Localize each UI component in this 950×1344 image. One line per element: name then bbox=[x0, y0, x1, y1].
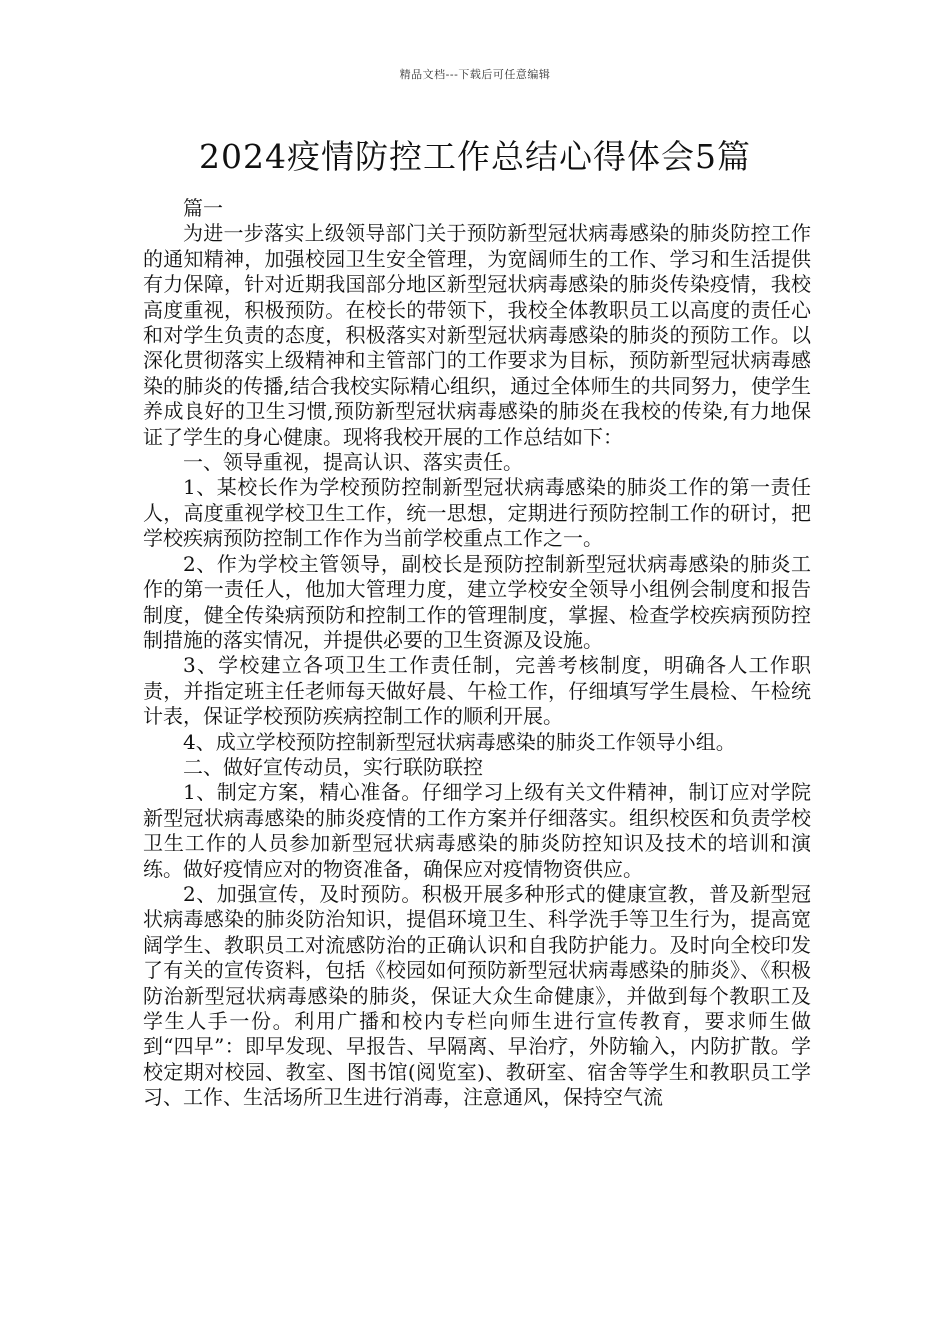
paragraph: 1、制定方案，精心准备。仔细学习上级有关文件精神，制订应对学院新型冠状病毒感染的肺炎疫情的工作方案并仔细落实。组织校医和负责学校卫生工作的人员参加新型冠状病毒感染的肺炎防控知识及技术的培训和演练。做好疫情应对的物资准备，确保应对疫情物资供应。 bbox=[143, 780, 811, 881]
paragraph: 2、作为学校主管领导，副校长是预防控制新型冠状病毒感染的肺炎工作的第一责任人，他加大管理力度，建立学校安全领导小组例会制度和报告制度，健全传染病预防和控制工作的管理制度，掌握、检查学校疾病预防控制措施的落实情况，并提供必要的卫生资源及设施。 bbox=[143, 551, 811, 652]
section-heading: 一、领导重视，提高认识、落实责任。 bbox=[183, 450, 523, 475]
section-heading: 篇一 bbox=[183, 196, 223, 220]
section-heading: 二、做好宣传动员，实行联防联控 bbox=[183, 754, 483, 779]
header-note: 精品文档---下载后可任意编辑 bbox=[399, 68, 551, 81]
document-body bbox=[143, 196, 811, 1111]
paragraph: 1、某校长作为学校预防控制新型冠状病毒感染的肺炎工作的第一责任人，高度重视学校卫生工作，统一思想，定期进行预防控制工作的研讨，把学校疾病预防控制工作作为当前学校重点工作之一。 bbox=[143, 475, 811, 551]
paragraph: 2、加强宣传，及时预防。积极开展多种形式的健康宣教，普及新型冠状病毒感染的肺炎防治知识，提倡环境卫生、科学洗手等卫生行为，提高宽阔学生、教职员工对流感防治的正确认识和自我防护能力。及时向全校印发了有关的宣传资料，包括《校园如何预防新型冠状病毒感染的肺炎》、《积极防治新型冠状病毒感染的肺炎，保证大众生命健康》，并做到每个教职工及学生人手一份。利用广播和校内专栏向师生进行宣传教育，要求师生做到“四早”：即早发现、早报告、早隔离、早治疗，外防输入，内防扩散。学校定期对校园、教室、图书馆(阅览室)、教研室、宿舍等学生和教职员工学习、工作、生活场所卫生进行消毒，注意通风，保持空气流 bbox=[143, 881, 811, 1110]
paragraph: 3、学校建立各项卫生工作责任制，完善考核制度，明确各人工作职责，并指定班主任老师每天做好晨、午检工作，仔细填写学生晨检、午检统计表，保证学校预防疾病控制工作的顺利开展。 bbox=[143, 653, 811, 729]
paragraph: 为进一步落实上级领导部门关于预防新型冠状病毒感染的肺炎防控工作的通知精神，加强校园卫生安全管理，为宽阔师生的工作、学习和生活提供有力保障，针对近期我国部分地区新型冠状病毒感染的肺炎传染疫情，我校高度重视，积极预防。在校长的带领下，我校全体教职员工以高度的责任心和对学生负责的态度，积极落实对新型冠状病毒感染的肺炎的预防工作。以深化贯彻落实上级精神和主管部门的工作要求为目标，预防新型冠状病毒感染的肺炎的传播,结合我校实际精心组织，通过全体师生的共同努力，使学生养成良好的卫生习惯,预防新型冠状病毒感染的肺炎在我校的传染,有力地保证了学生的身心健康。现将我校开展的工作总结如下： bbox=[143, 221, 811, 449]
document-title: 2024疫情防控工作总结心得体会5篇 bbox=[199, 137, 751, 176]
paragraph: 4、成立学校预防控制新型冠状病毒感染的肺炎工作领导小组。 bbox=[183, 729, 736, 754]
